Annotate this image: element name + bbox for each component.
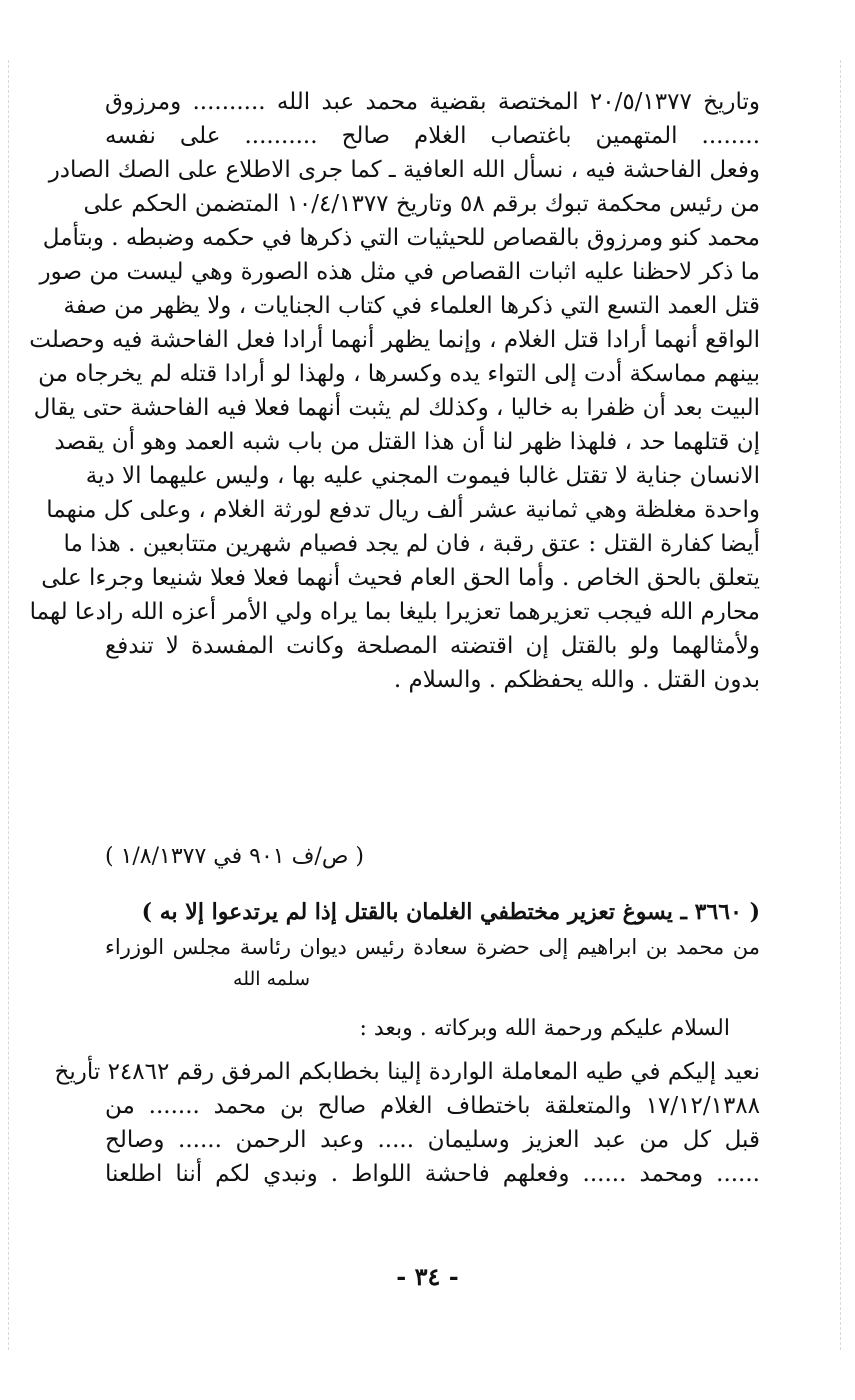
left-margin-rule	[8, 60, 9, 1350]
letter-paragraph	[54, 1055, 760, 1191]
text-line: محارم الله فيجب تعزيرهما تعزيرا بليغا بما يراه ولي الأمر أعزه الله رادعا لهما	[29, 599, 760, 625]
right-margin-rule	[840, 60, 841, 1350]
text-line: وفعل الفاحشة فيه ، نسأل الله العافية ـ كما جرى الاطلاع على الصك الصادر	[48, 157, 760, 183]
text-line: ١٧/١٢/١٣٨٨ والمتعلقة باختطاف الغلام صالح بن محمد ....... من	[105, 1093, 760, 1119]
text-line: ...... ومحمد ...... وفعلهم فاحشة اللواط . ونبدي لكم أننا اطلعنا	[105, 1161, 760, 1187]
text-line: نعيد إليكم في طيه المعاملة الواردة إلينا بخطابكم المرفق رقم ٢٤٨٦٢ تأريخ	[54, 1059, 760, 1085]
text-line: يتعلق بالحق الخاص . وأما الحق العام فحيث أنهما فعلا فعلا شنيعا وجرءا على	[41, 565, 760, 591]
text-line: إن قتلهما حد ، فلهذا ظهر لنا أن هذا القتل من باب شبه العمد وهو أن يقصد	[54, 429, 760, 455]
address-line: من محمد بن ابراهيم إلى حضرة سعادة رئيس ديوان رئاسة مجلس الوزراء	[105, 935, 760, 959]
document-reference: ( ص/ف ٩٠١ في ١/٨/١٣٧٧ )	[105, 844, 364, 869]
text-line: واحدة مغلظة وهي ثمانية عشر ألف ريال تدفع لورثة الغلام ، وعلى كل منهما	[46, 497, 760, 523]
text-line: ولأمثالهما ولو بالقتل إن اقتضته المصلحة وكانت المفسدة لا تندفع	[105, 633, 761, 659]
text-line: وتاريخ ٢٠/٥/١٣٧٧ المختصة بقضية محمد عبد الله .......... ومرزوق	[105, 89, 760, 115]
text-line: البيت بعد أن ظفرا به خاليا ، وكذلك لم يثبت أنهما فعلا فيه الفاحشة حتى يقال	[33, 395, 760, 421]
page-number: - ٣٤ -	[396, 1262, 459, 1291]
text-line: من رئيس محكمة تبوك برقم ٥٨ وتاريخ ١٠/٤/١٣٧٧ المتضمن الحكم على	[83, 191, 760, 217]
text-line: بينهم مماسكة أدت إلى التواء يده وكسرها ، ولهذا لو أرادا قتله لم يخرجاه من	[38, 361, 760, 387]
text-line: الانسان جناية لا تقتل غالبا فيموت المجني عليه بها ، وليس عليهما الا دية	[85, 463, 760, 489]
text-line: محمد كنو ومرزوق بالقصاص للحيثيات التي ذكرها في حكمه وضبطه . وبتأمل	[42, 225, 760, 251]
text-line: ........ المتهمين باغتصاب الغلام صالح .......... على نفسه	[105, 123, 760, 149]
text-line: بدون القتل . والله يحفظكم . والسلام .	[393, 667, 760, 693]
letter-address	[105, 930, 760, 994]
text-line: الواقع أنهما أرادا قتل الغلام ، وإنما يظهر أنهما أرادا فعل الفاحشة فيه وحصلت	[29, 327, 760, 353]
text-line: أيضا كفارة القتل : عتق رقبة ، فان لم يجد فصيام شهرين متتابعين . هذا ما	[63, 531, 760, 557]
text-line: قتل العمد التسع التي ذكرها العلماء في كتاب الجنايات ، ولا يظهر من صفة	[63, 293, 760, 319]
section-heading: ( ٣٦٦٠ ـ يسوغ تعزير مختطفي الغلمان بالقتل إذا لم يرتدعوا إلا به )	[141, 899, 760, 925]
address-blessing: سلمه الله	[233, 968, 310, 990]
text-line: ما ذكر لاحظنا عليه اثبات القصاص في مثل هذه الصورة وهي ليست من صور	[39, 259, 760, 285]
greeting-line: السلام عليكم ورحمة الله وبركاته . وبعد :	[359, 1016, 730, 1041]
main-paragraph	[29, 85, 761, 697]
text-line: قبل كل من عبد العزيز وسليمان ..... وعبد الرحمن ...... وصالح	[105, 1127, 760, 1153]
